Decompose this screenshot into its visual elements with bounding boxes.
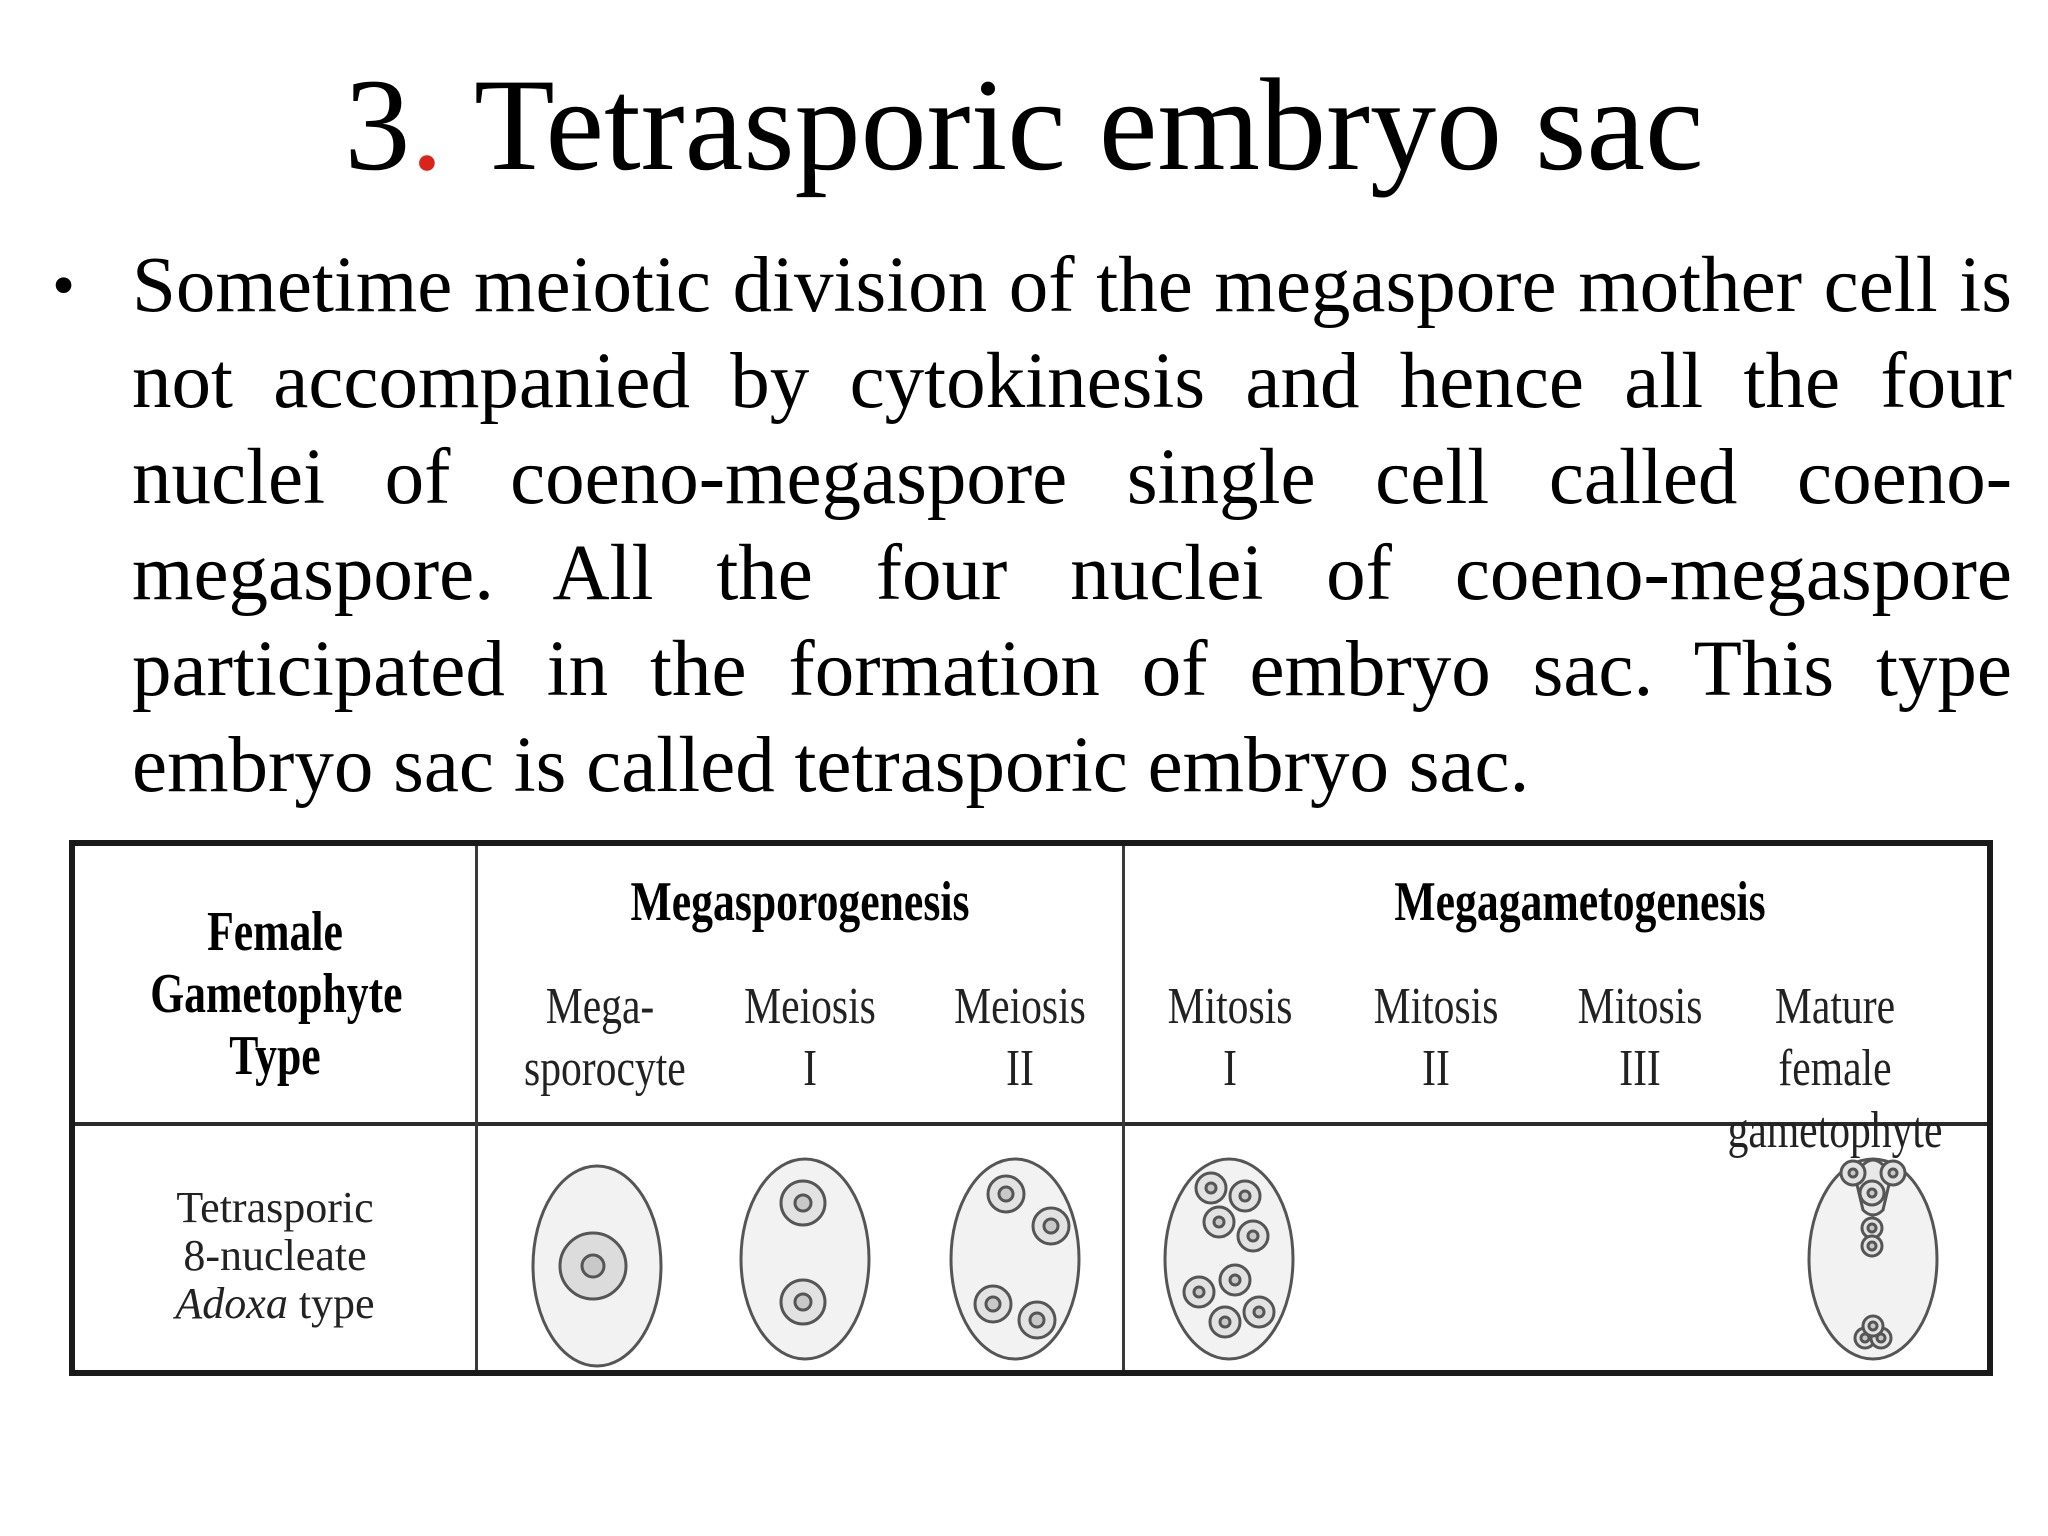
stage-line: Mega- <box>545 978 655 1035</box>
bullet-icon: • <box>52 249 76 322</box>
row-label-italic: Adoxa <box>175 1279 288 1328</box>
title-dot: . <box>410 51 444 198</box>
corner-header-line: Gametophyte <box>150 963 403 1025</box>
embryo-sac-diagrams <box>75 846 1987 1370</box>
bullet-text: Sometime meiotic division of the megaspore mother cell is not accompanied by cytokinesis and hence all the four nuclei of coeno-megaspore single cell called coeno-megaspore. All the four nuclei of coeno-megaspore participated in the formation of embryo sac. This type embryo sac is called tetrasporic embryo sac. <box>132 242 2012 809</box>
stage-line: I <box>803 1040 817 1097</box>
stage-line: I <box>1223 1040 1237 1097</box>
stage-line: Meiosis <box>954 978 1086 1035</box>
stage-line: Mitosis <box>1373 978 1499 1035</box>
row-label-line: Tetrasporic <box>176 1183 374 1232</box>
page-title <box>0 50 2048 200</box>
megasporogenesis-header: Megasporogenesis <box>630 871 970 933</box>
stage-line: III <box>1619 1040 1661 1097</box>
title-number: 3 <box>344 51 411 198</box>
stage-line: sporocyte <box>524 1040 686 1097</box>
title-text: Tetrasporic embryo sac <box>443 51 1704 198</box>
stage-line: II <box>1422 1040 1450 1097</box>
corner-header-line: Type <box>229 1025 321 1087</box>
embryo-sac-table <box>69 840 1993 1376</box>
row-label-line: 8-nucleate <box>183 1231 367 1280</box>
stage-line: gametophyte <box>1727 1102 1943 1159</box>
row-label-suffix: type <box>287 1279 375 1328</box>
stage-line: Mature female <box>1774 978 1896 1097</box>
stage-line: II <box>1006 1040 1034 1097</box>
megagametogenesis-header: Megagametogenesis <box>1394 871 1766 933</box>
stage-line: Mitosis <box>1577 978 1703 1035</box>
corner-header-line: Female <box>207 901 343 963</box>
stage-line: Mitosis <box>1167 978 1293 1035</box>
stage-line: Meiosis <box>744 978 876 1035</box>
